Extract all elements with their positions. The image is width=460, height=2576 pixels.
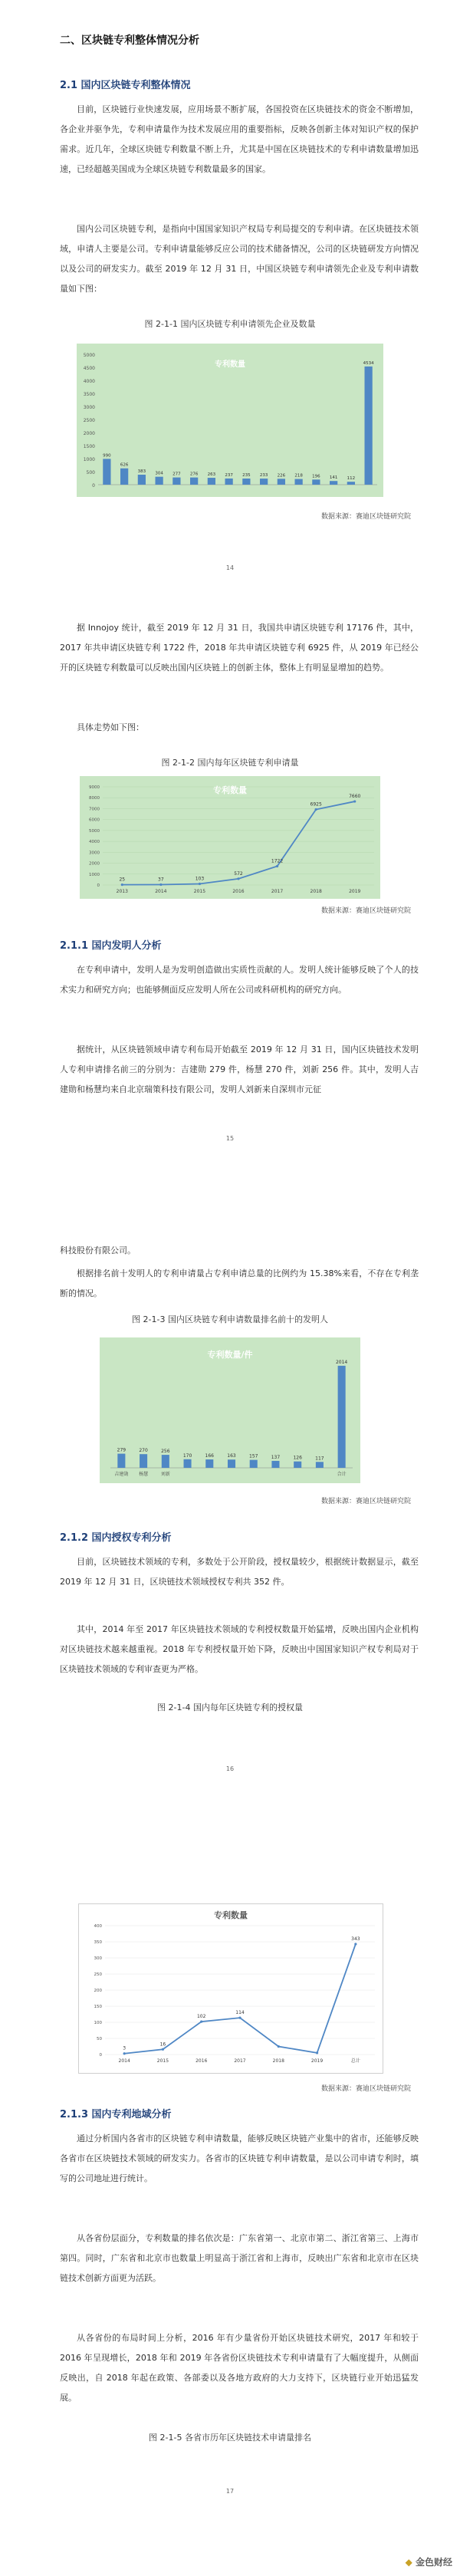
section-2-1-1-heading: 2.1.1 国内发明人分析 — [60, 940, 162, 952]
paragraph-inventor-stats: 据统计，从区块链领域申请专利布局开始截至 2019 年 12 月 31 日，国内区块链技术发明人专利申请排名前三的分别为：吉建勋 279 件，杨慧 270 件，刘新 256 件。其中，发明人吉建勋和杨慧均来自北京瑞策科技有限公司，发明人刘新来自深圳市元征 — [60, 1045, 419, 1094]
chart-leading-companies-svg — [77, 344, 383, 497]
bar — [338, 1366, 346, 1468]
chart-granted-patents-svg — [79, 1904, 383, 2073]
y-tick-label: 7000 — [89, 807, 100, 812]
data-point — [276, 865, 278, 867]
bar-value-label: 137 — [271, 1454, 281, 1460]
bar-value-label: 626 — [120, 462, 129, 468]
data-point — [238, 2017, 241, 2019]
y-tick-label: 1000 — [83, 457, 95, 462]
watermark-icon: ◆ — [405, 2557, 412, 2568]
bar-value-label: 226 — [277, 473, 286, 479]
data-label: 6925 — [310, 801, 322, 808]
bar-value-label: 235 — [242, 473, 251, 479]
data-label: 16 — [159, 2041, 166, 2048]
data-point — [353, 800, 356, 802]
bar — [184, 1459, 192, 1468]
paragraph-2-1-company: 国内公司区块链专利，是指向中国国家知识产权局专利局提交的专利申请。在区块链技术领域，申请人主要是公司。专利申请量能够反应公司的技术储备情况，公司的区块链研发方向情况以及公司的研发实力。截至 2019 年 12 月 31 日，中国区块链专利申请领先企业及专利申请数量如下图： — [60, 224, 419, 294]
y-tick-label: 300 — [94, 1956, 102, 1961]
y-tick-label: 4500 — [83, 366, 95, 371]
paragraph-inventor-share: 根据排名前十发明人的专利申请量占专利申请总量的比例约为 15.38%来看，不存在专利垄断的情况。 — [60, 1268, 419, 1298]
chart-title: 专利数量 — [214, 1910, 248, 1920]
y-tick-label: 2500 — [83, 418, 95, 423]
bar-value-label: 990 — [103, 453, 111, 459]
data-point — [121, 883, 123, 886]
figure-2-1-4-caption: 图 2-1-4 国内每年区块链专利的授权量 — [157, 1703, 303, 1712]
y-tick-label: 2000 — [89, 861, 100, 867]
bar — [103, 459, 110, 485]
x-tick-label: 2017 — [271, 889, 284, 894]
data-point — [162, 2048, 164, 2051]
bar-value-label: 126 — [293, 1455, 302, 1461]
data-label: 102 — [196, 2014, 206, 2020]
bar — [228, 1459, 235, 1468]
bar-value-label: 163 — [227, 1453, 236, 1459]
bar — [162, 1455, 169, 1468]
bar-value-label: 279 — [117, 1447, 127, 1453]
data-point — [315, 808, 317, 811]
paragraph-inventor-stats-continued: 科技股份有限公司。 — [60, 1245, 136, 1255]
bar — [271, 1461, 279, 1468]
y-tick-label: 4000 — [83, 379, 95, 384]
x-tick-label: 2014 — [155, 889, 167, 894]
y-tick-label: 8000 — [89, 796, 100, 801]
bar — [294, 1462, 301, 1468]
section-2-1-3-heading: 2.1.3 国内专利地域分析 — [60, 2109, 172, 2120]
paragraph-2-1-intro: 目前，区块链行业快速发展，应用场景不断扩展，各国投资在区块链技术的资金不断增加，各企业并驱争先，专利申请量作为技术发展应用的重要指标，反映各创新主体对知识产权的保护需求。近几年，全球区块链专利数量不断上升，尤其是中国在区块链技术的专利申请数量增加迅速，已经超越美国成为全球区块链专利数量最多的国家。 — [60, 104, 419, 174]
chart-top-inventors — [100, 1337, 360, 1483]
bar-value-label: 233 — [259, 473, 268, 479]
y-tick-label: 400 — [94, 1924, 102, 1929]
figure-2-1-4-source: 数据来源：赛迪区块链研究院 — [320, 2085, 411, 2093]
page-number-16: 16 — [225, 1765, 235, 1772]
data-point — [200, 2021, 202, 2023]
paragraph-region-method: 通过分析国内各省市的区块链专利申请数量，能够反映区块链产业集中的省市，还能够反映各省市在区块链技术领域的研发实力。各省市的区块链专利申请数量，是以公司申请专利时，填写的公司地址进行统计。 — [60, 2134, 419, 2183]
x-tick-label: 2019 — [310, 2058, 324, 2064]
bar — [278, 479, 285, 485]
x-tick-label: 总计 — [350, 2058, 360, 2064]
y-tick-label: 0 — [97, 883, 100, 888]
bar — [140, 1454, 147, 1468]
x-tick-label: 2016 — [232, 889, 245, 894]
chart-top-inventors-svg — [100, 1337, 360, 1483]
bar — [117, 1454, 125, 1468]
y-tick-label: 5000 — [83, 353, 95, 358]
paragraph-region-ranking: 从各省份层面分，专利数量的排名依次是：广东省第一、北京市第二、浙江省第三、上海市第四。同时，广东省和北京市也数量上明显高于浙江省和上海市，反映出广东省和北京市在区块链技术创新方面更为活跃。 — [60, 2233, 419, 2283]
x-tick-label: 2015 — [156, 2058, 169, 2064]
bar — [295, 479, 303, 485]
watermark-logo — [406, 2555, 452, 2568]
chart-yearly-applications-svg — [80, 776, 380, 899]
paragraph-region-timeline: 从各省份的布局时间上分析，2016 年有少量省份开始区块链技术研究，2017 年和较于 2016 年呈现增长，2018 年和 2019 年各省份区块链技术专利申请量有了大幅度提升，从侧面反映出，自 2018 年起在政策、各部委以及各地方政府的大力支持下，区块链行业开始迅猛发展。 — [60, 2333, 419, 2403]
data-label: 572 — [234, 870, 243, 877]
bar-value-label: 237 — [225, 472, 233, 478]
paragraph-innojoy-stats: 据 Innojoy 统计，截至 2019 年 12 月 31 日，我国共申请区块链专利 17176 件，其中，2017 年共申请区块链专利 1722 件，2018 年共申请区块链专利 6925 件，从 2019 年已经公开的区块链专利数量可以反映出国内区块链上的创新主体，整体上有明显显增加的趋势。 — [60, 623, 419, 673]
data-label: 343 — [351, 1936, 360, 1942]
y-tick-label: 0 — [99, 2053, 102, 2058]
y-tick-label: 9000 — [89, 785, 100, 790]
data-label: 103 — [195, 876, 205, 882]
paragraph-granted-trend: 其中，2014 年至 2017 年区块链技术领域的专利授权数量开始猛增，反映出国内企业机构对区块链技术越来越重视。2018 年专利授权量开始下降，反映出中国国家知识产权专利局对于区块链技术领域的专利审查更为严格。 — [60, 1624, 419, 1674]
figure-2-1-1-source: 数据来源：赛迪区块链研究院 — [320, 513, 411, 521]
y-tick-label: 4000 — [89, 840, 100, 845]
y-tick-label: 1500 — [83, 444, 95, 449]
x-tick-label: 2013 — [116, 889, 128, 894]
bar — [347, 482, 355, 485]
data-point — [278, 2045, 280, 2048]
data-label: 25 — [119, 877, 126, 883]
chart-granted-patents — [78, 1903, 383, 2074]
section-title: 二、区块链专利整体情况分析 — [60, 35, 199, 47]
y-tick-label: 200 — [94, 1989, 102, 1993]
bar-value-label: 304 — [155, 471, 163, 476]
bar — [260, 479, 268, 485]
bar-value-label: 157 — [249, 1453, 258, 1459]
figure-2-1-1-caption: 图 2-1-1 国内区块链专利申请领先企业及数量 — [144, 319, 316, 329]
bar — [365, 367, 373, 485]
x-tick-label: 2017 — [234, 2058, 246, 2064]
bar-value-label: 141 — [329, 475, 338, 481]
y-tick-label: 250 — [94, 1972, 102, 1977]
y-tick-label: 50 — [97, 2037, 102, 2041]
bar-value-label: 117 — [315, 1456, 324, 1462]
x-category-label: 杨慧 — [139, 1472, 149, 1477]
data-label: 37 — [158, 877, 164, 883]
bar-value-label: 218 — [294, 473, 303, 479]
figure-2-1-2-source: 数据来源：赛迪区块链研究院 — [320, 907, 411, 915]
figure-2-1-3-source: 数据来源：赛迪区块链研究院 — [320, 1498, 411, 1505]
bar-value-label: 166 — [205, 1453, 214, 1459]
x-tick-label: 2018 — [272, 2058, 284, 2064]
x-tick-label: 2019 — [349, 889, 361, 894]
page-number-14: 14 — [225, 564, 235, 571]
bar — [156, 477, 163, 485]
paragraph-inventor-definition: 在专利申请中，发明人是为发明创造做出实质性贡献的人。发明人统计能够反映了个人的技术实力和研究方向；也能够侧面反应发明人所在公司或科研机构的研究方向。 — [60, 965, 419, 995]
bar — [190, 478, 198, 485]
x-tick-label: 2018 — [310, 889, 322, 894]
chart-title: 专利数量 — [213, 785, 247, 795]
bar — [242, 479, 250, 485]
bar-value-label: 263 — [207, 472, 216, 478]
data-label: 7660 — [349, 794, 361, 800]
data-point — [199, 883, 201, 885]
x-category-label: 刘新 — [160, 1472, 170, 1477]
bar — [316, 1462, 324, 1468]
chart-yearly-applications — [80, 776, 380, 899]
bar — [225, 479, 233, 485]
chart-title: 专利数量/件 — [207, 1350, 253, 1360]
bar — [330, 481, 337, 485]
data-point — [316, 2051, 318, 2054]
data-label: 114 — [235, 2010, 245, 2016]
y-tick-label: 1000 — [89, 872, 100, 877]
data-point — [123, 2052, 126, 2055]
page-number-15: 15 — [225, 1135, 235, 1142]
bar — [120, 469, 128, 485]
bar-value-label: 170 — [182, 1452, 192, 1459]
y-tick-label: 3000 — [83, 405, 95, 410]
bar — [138, 475, 146, 485]
section-2-1-2-heading: 2.1.2 国内授权专利分析 — [60, 1532, 172, 1544]
x-category-label: 合计 — [337, 1472, 347, 1477]
page-number-17: 17 — [225, 2488, 235, 2495]
y-tick-label: 3500 — [83, 392, 95, 397]
paragraph-granted-overview: 目前，区块链技术领域的专利，多数处于公开阶段，授权量较少，根据统计数据显示，截至 2019 年 12 月 31 日，区块链技术领域授权专利共 352 件。 — [60, 1557, 419, 1587]
bar — [312, 479, 320, 485]
x-tick-label: 2015 — [193, 889, 206, 894]
y-tick-label: 3000 — [89, 850, 100, 856]
data-label: 3 — [123, 2045, 127, 2051]
figure-2-1-5-caption: 图 2-1-5 各省市历年区块链技术申请量排名 — [149, 2433, 311, 2443]
y-tick-label: 5000 — [89, 828, 100, 834]
chart-leading-companies — [77, 344, 383, 497]
y-tick-label: 150 — [94, 2005, 102, 2009]
bar — [250, 1460, 258, 1468]
bar — [172, 478, 180, 485]
section-2-1-heading: 2.1 国内区块链专利整体情况 — [60, 80, 191, 91]
x-tick-label: 2014 — [118, 2058, 130, 2064]
bar-value-label: 256 — [161, 1449, 170, 1455]
bar — [208, 478, 215, 485]
bar-value-label: 270 — [139, 1448, 148, 1454]
chart-title: 专利数量 — [215, 360, 245, 369]
figure-2-1-2-caption: 图 2-1-2 国内每年区块链专利申请量 — [161, 758, 299, 768]
data-point — [354, 1943, 356, 1945]
bar-value-label: 277 — [172, 472, 181, 477]
bar — [205, 1459, 213, 1468]
y-tick-label: 2000 — [83, 431, 95, 436]
x-category-label: 吉建勋 — [114, 1472, 129, 1477]
y-tick-label: 0 — [92, 483, 95, 489]
paragraph-trend-intro: 具体走势如下图： — [77, 722, 144, 732]
x-tick-label: 2016 — [196, 2058, 208, 2064]
bar-value-label: 2014 — [335, 1359, 348, 1365]
bar-value-label: 112 — [347, 476, 356, 482]
watermark-text: 金色财经 — [415, 2557, 452, 2568]
y-tick-label: 500 — [86, 470, 95, 475]
bar-value-label: 4534 — [363, 360, 374, 366]
y-tick-label: 6000 — [89, 818, 100, 823]
bar-value-label: 383 — [137, 469, 146, 474]
figure-2-1-3-caption: 图 2-1-3 国内区块链专利申请数量排名前十的发明人 — [132, 1314, 328, 1324]
data-label: 1722 — [271, 858, 284, 864]
series-line — [124, 1944, 356, 2054]
y-tick-label: 100 — [94, 2021, 102, 2025]
y-tick-label: 350 — [94, 1940, 102, 1945]
data-point — [159, 883, 162, 886]
data-point — [237, 877, 239, 880]
bar-value-label: 196 — [312, 474, 320, 479]
bar-value-label: 276 — [189, 472, 199, 477]
